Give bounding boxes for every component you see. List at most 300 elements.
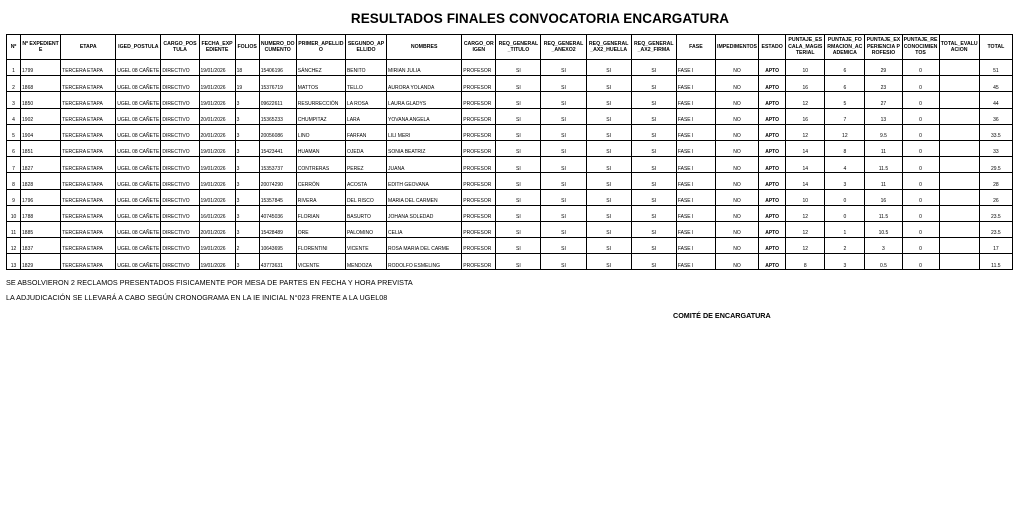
cell-req-titulo: SI <box>496 60 541 76</box>
cell-estado: APTO <box>759 140 786 156</box>
cell-iged-postula: UGEL 08 CAÑETE <box>116 140 161 156</box>
cell-numero-documento: 15406196 <box>259 60 296 76</box>
cell-nombres: LAURA GLADYS <box>387 92 462 108</box>
cell-puntaje-formacion: 3 <box>825 173 865 189</box>
cell-cargo-origen: PROFESOR <box>462 221 496 237</box>
cell-total: 45 <box>979 76 1012 92</box>
cell-total-evaluacion <box>939 140 979 156</box>
cell-folios: 3 <box>235 108 259 124</box>
cell-estado: APTO <box>759 157 786 173</box>
cell-folios: 3 <box>235 254 259 270</box>
cell-fecha-expediente: 19/01/2026 <box>199 173 235 189</box>
cell-total: 23.5 <box>979 221 1012 237</box>
cell-puntaje-escala: 14 <box>786 157 825 173</box>
cell-primer-apellido: VICENTE <box>296 254 345 270</box>
cell-fase: FASE I <box>676 238 715 254</box>
table-row <box>7 108 1013 124</box>
table-row <box>7 221 1013 237</box>
cell-req-ax2-huella: SI <box>586 76 631 92</box>
column-header-expediente: Nº EXPEDIENTE <box>21 35 61 60</box>
cell-estado: APTO <box>759 76 786 92</box>
cell-expediente: 1828 <box>21 173 61 189</box>
cell-fecha-expediente: 20/01/2026 <box>199 124 235 140</box>
cell-total: 17 <box>979 238 1012 254</box>
cell-folios: 3 <box>235 205 259 221</box>
cell-impedimentos: NO <box>715 76 758 92</box>
cell-numero-documento: 20056086 <box>259 124 296 140</box>
cell-puntaje-reconocimientos: 0 <box>902 60 939 76</box>
cell-puntaje-formacion: 0 <box>825 205 865 221</box>
cell-puntaje-formacion: 1 <box>825 221 865 237</box>
cell-req-ax2-huella: SI <box>586 173 631 189</box>
cell-puntaje-formacion: 0 <box>825 189 865 205</box>
cell-etapa: TERCERA ETAPA <box>61 76 116 92</box>
cell-expediente: 1902 <box>21 108 61 124</box>
cell-expediente: 1829 <box>21 254 61 270</box>
cell-folios: 18 <box>235 60 259 76</box>
cell-puntaje-experiencia: 11.5 <box>865 157 902 173</box>
cell-puntaje-experiencia: 10.5 <box>865 221 902 237</box>
cell-segundo-apellido: VICENTE <box>345 238 386 254</box>
cell-req-titulo: SI <box>496 173 541 189</box>
cell-expediente: 1837 <box>21 238 61 254</box>
cell-numero-documento: 15423441 <box>259 140 296 156</box>
cell-folios: 3 <box>235 92 259 108</box>
cell-nombres: MIRIAN JULIA <box>387 60 462 76</box>
cell-req-anexo2: SI <box>541 238 586 254</box>
cell-num: 10 <box>7 205 21 221</box>
cell-total-evaluacion <box>939 76 979 92</box>
cell-total-evaluacion <box>939 92 979 108</box>
cell-fase: FASE I <box>676 189 715 205</box>
table-row <box>7 92 1013 108</box>
cell-req-ax2-firma: SI <box>631 76 676 92</box>
cell-fecha-expediente: 19/01/2026 <box>199 189 235 205</box>
cell-iged-postula: UGEL 08 CAÑETE <box>116 157 161 173</box>
cell-puntaje-reconocimientos: 0 <box>902 76 939 92</box>
cell-req-ax2-firma: SI <box>631 140 676 156</box>
cell-impedimentos: NO <box>715 221 758 237</box>
cell-iged-postula: UGEL 08 CAÑETE <box>116 173 161 189</box>
cell-cargo-origen: PROFESOR <box>462 124 496 140</box>
cell-fecha-expediente: 19/01/2026 <box>199 140 235 156</box>
cell-segundo-apellido: DEL RISCO <box>345 189 386 205</box>
column-header-puntaje-experiencia: PUNTAJE_EXPERIENCIA PROFESIO <box>865 35 902 60</box>
cell-total: 11.5 <box>979 254 1012 270</box>
cell-estado: APTO <box>759 189 786 205</box>
cell-folios: 3 <box>235 157 259 173</box>
cell-req-ax2-firma: SI <box>631 60 676 76</box>
cell-segundo-apellido: LA ROSA <box>345 92 386 108</box>
cell-cargo-postula: DIRECTIVO <box>161 238 199 254</box>
cell-cargo-postula: DIRECTIVO <box>161 254 199 270</box>
cell-iged-postula: UGEL 08 CAÑETE <box>116 76 161 92</box>
cell-expediente: 1788 <box>21 205 61 221</box>
cell-cargo-postula: DIRECTIVO <box>161 108 199 124</box>
cell-puntaje-reconocimientos: 0 <box>902 205 939 221</box>
cell-nombres: ROSA MARIA DEL CARME <box>387 238 462 254</box>
cell-num: 4 <box>7 108 21 124</box>
cell-puntaje-escala: 8 <box>786 254 825 270</box>
cell-num: 11 <box>7 221 21 237</box>
cell-impedimentos: NO <box>715 108 758 124</box>
cell-req-anexo2: SI <box>541 140 586 156</box>
column-header-primer-apellido: PRIMER_APELLIDO <box>296 35 345 60</box>
cell-fase: FASE I <box>676 157 715 173</box>
cell-expediente: 1827 <box>21 157 61 173</box>
cell-folios: 3 <box>235 173 259 189</box>
cell-req-titulo: SI <box>496 76 541 92</box>
cell-fase: FASE I <box>676 221 715 237</box>
cell-puntaje-formacion: 12 <box>825 124 865 140</box>
cell-numero-documento: 15428489 <box>259 221 296 237</box>
cell-req-ax2-huella: SI <box>586 92 631 108</box>
cell-cargo-postula: DIRECTIVO <box>161 92 199 108</box>
cell-req-anexo2: SI <box>541 173 586 189</box>
cell-estado: APTO <box>759 60 786 76</box>
cell-puntaje-reconocimientos: 0 <box>902 221 939 237</box>
cell-cargo-origen: PROFESOR <box>462 173 496 189</box>
table-row <box>7 189 1013 205</box>
cell-req-ax2-huella: SI <box>586 238 631 254</box>
cell-req-ax2-firma: SI <box>631 205 676 221</box>
cell-iged-postula: UGEL 08 CAÑETE <box>116 238 161 254</box>
cell-primer-apellido: FLORENTINI <box>296 238 345 254</box>
cell-cargo-origen: PROFESOR <box>462 189 496 205</box>
cell-iged-postula: UGEL 08 CAÑETE <box>116 205 161 221</box>
cell-req-titulo: SI <box>496 108 541 124</box>
cell-primer-apellido: HUAMAN <box>296 140 345 156</box>
cell-total: 26 <box>979 189 1012 205</box>
column-header-req-ax2-huella: REQ_GENERAL_AX2_HUELLA <box>586 35 631 60</box>
cell-req-ax2-huella: SI <box>586 140 631 156</box>
cell-folios: 2 <box>235 238 259 254</box>
cell-folios: 3 <box>235 124 259 140</box>
note-adjudicacion: LA ADJUDICACIÓN SE LLEVARÁ A CABO SEGÚN CRONOGRAMA EN LA IE INICIAL N°023 FRENTE A LA UGEL08 <box>6 293 388 302</box>
cell-num: 13 <box>7 254 21 270</box>
cell-req-ax2-firma: SI <box>631 92 676 108</box>
cell-etapa: TERCERA ETAPA <box>61 221 116 237</box>
cell-puntaje-experiencia: 13 <box>865 108 902 124</box>
cell-folios: 3 <box>235 189 259 205</box>
cell-nombres: MARIA DEL CARMEN <box>387 189 462 205</box>
cell-nombres: AURORA YOLANDA <box>387 76 462 92</box>
column-header-req-anexo2: REQ_GENERAL_ANEXO2 <box>541 35 586 60</box>
cell-etapa: TERCERA ETAPA <box>61 124 116 140</box>
cell-fecha-expediente: 19/01/2026 <box>199 238 235 254</box>
cell-segundo-apellido: LARA <box>345 108 386 124</box>
cell-segundo-apellido: TELLO <box>345 76 386 92</box>
cell-puntaje-experiencia: 27 <box>865 92 902 108</box>
cell-iged-postula: UGEL 08 CAÑETE <box>116 92 161 108</box>
cell-impedimentos: NO <box>715 173 758 189</box>
cell-estado: APTO <box>759 108 786 124</box>
column-header-cargo-postula: CARGO_POSTULA <box>161 35 199 60</box>
cell-nombres: LILI MERI <box>387 124 462 140</box>
cell-req-anexo2: SI <box>541 124 586 140</box>
cell-estado: APTO <box>759 221 786 237</box>
cell-num: 2 <box>7 76 21 92</box>
cell-puntaje-experiencia: 3 <box>865 238 902 254</box>
document-title: RESULTADOS FINALES CONVOCATORIA ENCARGATURA <box>350 11 730 26</box>
table-body <box>7 60 1013 270</box>
cell-puntaje-formacion: 4 <box>825 157 865 173</box>
table-row <box>7 76 1013 92</box>
cell-req-ax2-firma: SI <box>631 254 676 270</box>
table-row <box>7 140 1013 156</box>
cell-primer-apellido: FLORIAN <box>296 205 345 221</box>
column-header-fecha-expediente: FECHA_EXPEDIENTE <box>199 35 235 60</box>
cell-numero-documento: 43773631 <box>259 254 296 270</box>
cell-puntaje-escala: 14 <box>786 173 825 189</box>
cell-primer-apellido: CHUMPITAZ <box>296 108 345 124</box>
table-row <box>7 124 1013 140</box>
cell-impedimentos: NO <box>715 254 758 270</box>
cell-total: 23.5 <box>979 205 1012 221</box>
table-row <box>7 157 1013 173</box>
cell-puntaje-formacion: 6 <box>825 60 865 76</box>
cell-expediente: 1904 <box>21 124 61 140</box>
cell-total: 33 <box>979 140 1012 156</box>
column-header-req-titulo: REQ_GENERAL_TITULO <box>496 35 541 60</box>
column-header-puntaje-formacion: PUNTAJE_FORMACION_ACADEMICA <box>825 35 865 60</box>
cell-puntaje-formacion: 3 <box>825 254 865 270</box>
cell-etapa: TERCERA ETAPA <box>61 157 116 173</box>
cell-puntaje-experiencia: 16 <box>865 189 902 205</box>
cell-num: 12 <box>7 238 21 254</box>
cell-puntaje-experiencia: 29 <box>865 60 902 76</box>
cell-puntaje-escala: 12 <box>786 124 825 140</box>
cell-req-ax2-firma: SI <box>631 108 676 124</box>
cell-req-titulo: SI <box>496 124 541 140</box>
cell-impedimentos: NO <box>715 238 758 254</box>
cell-etapa: TERCERA ETAPA <box>61 238 116 254</box>
cell-total: 36 <box>979 108 1012 124</box>
cell-fase: FASE I <box>676 108 715 124</box>
cell-etapa: TERCERA ETAPA <box>61 108 116 124</box>
cell-puntaje-escala: 12 <box>786 238 825 254</box>
cell-expediente: 1850 <box>21 92 61 108</box>
cell-puntaje-escala: 16 <box>786 76 825 92</box>
cell-impedimentos: NO <box>715 157 758 173</box>
cell-total-evaluacion <box>939 221 979 237</box>
cell-etapa: TERCERA ETAPA <box>61 60 116 76</box>
table-row <box>7 254 1013 270</box>
cell-req-titulo: SI <box>496 238 541 254</box>
cell-nombres: SONIA BEATRIZ <box>387 140 462 156</box>
cell-total-evaluacion <box>939 157 979 173</box>
cell-num: 5 <box>7 124 21 140</box>
cell-cargo-postula: DIRECTIVO <box>161 76 199 92</box>
cell-numero-documento: 10643695 <box>259 238 296 254</box>
cell-cargo-origen: PROFESOR <box>462 205 496 221</box>
cell-req-ax2-firma: SI <box>631 238 676 254</box>
cell-puntaje-escala: 10 <box>786 189 825 205</box>
cell-expediente: 1885 <box>21 221 61 237</box>
cell-segundo-apellido: PALOMINO <box>345 221 386 237</box>
cell-req-ax2-firma: SI <box>631 189 676 205</box>
cell-req-titulo: SI <box>496 221 541 237</box>
note-reclamos: SE ABSOLVIERON 2 RECLAMOS PRESENTADOS FISICAMENTE POR MESA DE PARTES EN FECHA Y HORA PREVISTA <box>6 278 413 287</box>
table-row <box>7 238 1013 254</box>
cell-fase: FASE I <box>676 92 715 108</box>
cell-fecha-expediente: 20/01/2026 <box>199 221 235 237</box>
cell-fase: FASE I <box>676 173 715 189</box>
cell-puntaje-escala: 14 <box>786 140 825 156</box>
cell-req-ax2-huella: SI <box>586 108 631 124</box>
column-header-cargo-origen: CARGO_ORIGEN <box>462 35 496 60</box>
cell-cargo-postula: DIRECTIVO <box>161 189 199 205</box>
cell-nombres: RODOLFO ESMELING <box>387 254 462 270</box>
column-header-iged-postula: IGED_POSTULA <box>116 35 161 60</box>
cell-numero-documento: 09622611 <box>259 92 296 108</box>
cell-fase: FASE I <box>676 76 715 92</box>
cell-puntaje-reconocimientos: 0 <box>902 124 939 140</box>
cell-nombres: CELIA <box>387 221 462 237</box>
cell-total: 44 <box>979 92 1012 108</box>
cell-cargo-origen: PROFESOR <box>462 140 496 156</box>
cell-num: 7 <box>7 157 21 173</box>
cell-segundo-apellido: PEREZ <box>345 157 386 173</box>
cell-req-ax2-firma: SI <box>631 157 676 173</box>
cell-req-ax2-firma: SI <box>631 173 676 189</box>
cell-numero-documento: 15376719 <box>259 76 296 92</box>
cell-puntaje-escala: 12 <box>786 205 825 221</box>
cell-req-titulo: SI <box>496 92 541 108</box>
cell-req-anexo2: SI <box>541 157 586 173</box>
cell-iged-postula: UGEL 08 CAÑETE <box>116 189 161 205</box>
cell-iged-postula: UGEL 08 CAÑETE <box>116 108 161 124</box>
cell-cargo-origen: PROFESOR <box>462 254 496 270</box>
cell-fase: FASE I <box>676 124 715 140</box>
cell-folios: 19 <box>235 76 259 92</box>
cell-req-ax2-firma: SI <box>631 124 676 140</box>
cell-estado: APTO <box>759 173 786 189</box>
cell-req-ax2-huella: SI <box>586 60 631 76</box>
cell-folios: 3 <box>235 221 259 237</box>
cell-total-evaluacion <box>939 108 979 124</box>
cell-req-ax2-huella: SI <box>586 189 631 205</box>
cell-num: 8 <box>7 173 21 189</box>
cell-req-ax2-huella: SI <box>586 254 631 270</box>
cell-req-anexo2: SI <box>541 92 586 108</box>
cell-fecha-expediente: 19/01/2026 <box>199 76 235 92</box>
cell-expediente: 1796 <box>21 189 61 205</box>
cell-total: 33.5 <box>979 124 1012 140</box>
cell-req-ax2-huella: SI <box>586 124 631 140</box>
column-header-req-ax2-firma: REQ_GENERAL_AX2_FIRMA <box>631 35 676 60</box>
column-header-etapa: ETAPA <box>61 35 116 60</box>
cell-fase: FASE I <box>676 60 715 76</box>
cell-total: 51 <box>979 60 1012 76</box>
cell-nombres: JUANA <box>387 157 462 173</box>
cell-primer-apellido: CERRÓN <box>296 173 345 189</box>
cell-puntaje-reconocimientos: 0 <box>902 92 939 108</box>
cell-req-anexo2: SI <box>541 60 586 76</box>
cell-puntaje-experiencia: 0.5 <box>865 254 902 270</box>
cell-segundo-apellido: FARFAN <box>345 124 386 140</box>
cell-puntaje-formacion: 5 <box>825 92 865 108</box>
cell-folios: 3 <box>235 140 259 156</box>
cell-primer-apellido: CONTRERAS <box>296 157 345 173</box>
cell-estado: APTO <box>759 205 786 221</box>
cell-puntaje-reconocimientos: 0 <box>902 157 939 173</box>
cell-impedimentos: NO <box>715 60 758 76</box>
column-header-segundo-apellido: SEGUNDO_APELLIDO <box>345 35 386 60</box>
cell-etapa: TERCERA ETAPA <box>61 205 116 221</box>
cell-num: 3 <box>7 92 21 108</box>
cell-puntaje-reconocimientos: 0 <box>902 189 939 205</box>
cell-cargo-origen: PROFESOR <box>462 157 496 173</box>
column-header-numero-documento: NUMERO_DOCUMENTO <box>259 35 296 60</box>
cell-num: 6 <box>7 140 21 156</box>
cell-cargo-origen: PROFESOR <box>462 60 496 76</box>
cell-expediente: 1868 <box>21 76 61 92</box>
committee-signature: COMITÉ DE ENCARGATURA <box>673 311 771 320</box>
column-header-puntaje-escala: PUNTAJE_ESCALA_MAGISTERIAL <box>786 35 825 60</box>
cell-req-anexo2: SI <box>541 76 586 92</box>
cell-expediente: 1851 <box>21 140 61 156</box>
cell-cargo-postula: DIRECTIVO <box>161 60 199 76</box>
cell-etapa: TERCERA ETAPA <box>61 254 116 270</box>
cell-impedimentos: NO <box>715 124 758 140</box>
cell-puntaje-experiencia: 9.5 <box>865 124 902 140</box>
table-row <box>7 60 1013 76</box>
cell-cargo-postula: DIRECTIVO <box>161 157 199 173</box>
cell-estado: APTO <box>759 238 786 254</box>
cell-primer-apellido: RESURRECCIÓN <box>296 92 345 108</box>
cell-fecha-expediente: 16/01/2026 <box>199 205 235 221</box>
cell-cargo-postula: DIRECTIVO <box>161 124 199 140</box>
cell-segundo-apellido: OJEDA <box>345 140 386 156</box>
cell-puntaje-reconocimientos: 0 <box>902 238 939 254</box>
cell-req-titulo: SI <box>496 205 541 221</box>
cell-total-evaluacion <box>939 189 979 205</box>
column-header-puntaje-reconocimientos: PUNTAJE_RECONOCIMIENTOS <box>902 35 939 60</box>
results-table <box>6 34 1013 270</box>
cell-primer-apellido: SÁNCHEZ <box>296 60 345 76</box>
cell-req-titulo: SI <box>496 140 541 156</box>
cell-iged-postula: UGEL 08 CAÑETE <box>116 60 161 76</box>
cell-puntaje-experiencia: 23 <box>865 76 902 92</box>
cell-puntaje-escala: 16 <box>786 108 825 124</box>
cell-total: 28 <box>979 173 1012 189</box>
cell-puntaje-escala: 12 <box>786 92 825 108</box>
cell-fecha-expediente: 19/01/2026 <box>199 157 235 173</box>
cell-puntaje-formacion: 2 <box>825 238 865 254</box>
cell-iged-postula: UGEL 08 CAÑETE <box>116 221 161 237</box>
cell-total-evaluacion <box>939 238 979 254</box>
cell-impedimentos: NO <box>715 189 758 205</box>
column-header-total: TOTAL <box>979 35 1012 60</box>
cell-fase: FASE I <box>676 254 715 270</box>
column-header-estado: ESTADO <box>759 35 786 60</box>
cell-iged-postula: UGEL 08 CAÑETE <box>116 124 161 140</box>
cell-estado: APTO <box>759 124 786 140</box>
cell-impedimentos: NO <box>715 205 758 221</box>
cell-etapa: TERCERA ETAPA <box>61 189 116 205</box>
cell-segundo-apellido: BENITO <box>345 60 386 76</box>
column-header-folios: FOLIOS <box>235 35 259 60</box>
cell-cargo-origen: PROFESOR <box>462 76 496 92</box>
cell-req-anexo2: SI <box>541 189 586 205</box>
cell-impedimentos: NO <box>715 92 758 108</box>
cell-req-anexo2: SI <box>541 254 586 270</box>
cell-puntaje-experiencia: 11.5 <box>865 205 902 221</box>
cell-total: 29.5 <box>979 157 1012 173</box>
cell-numero-documento: 20074290 <box>259 173 296 189</box>
cell-total-evaluacion <box>939 173 979 189</box>
